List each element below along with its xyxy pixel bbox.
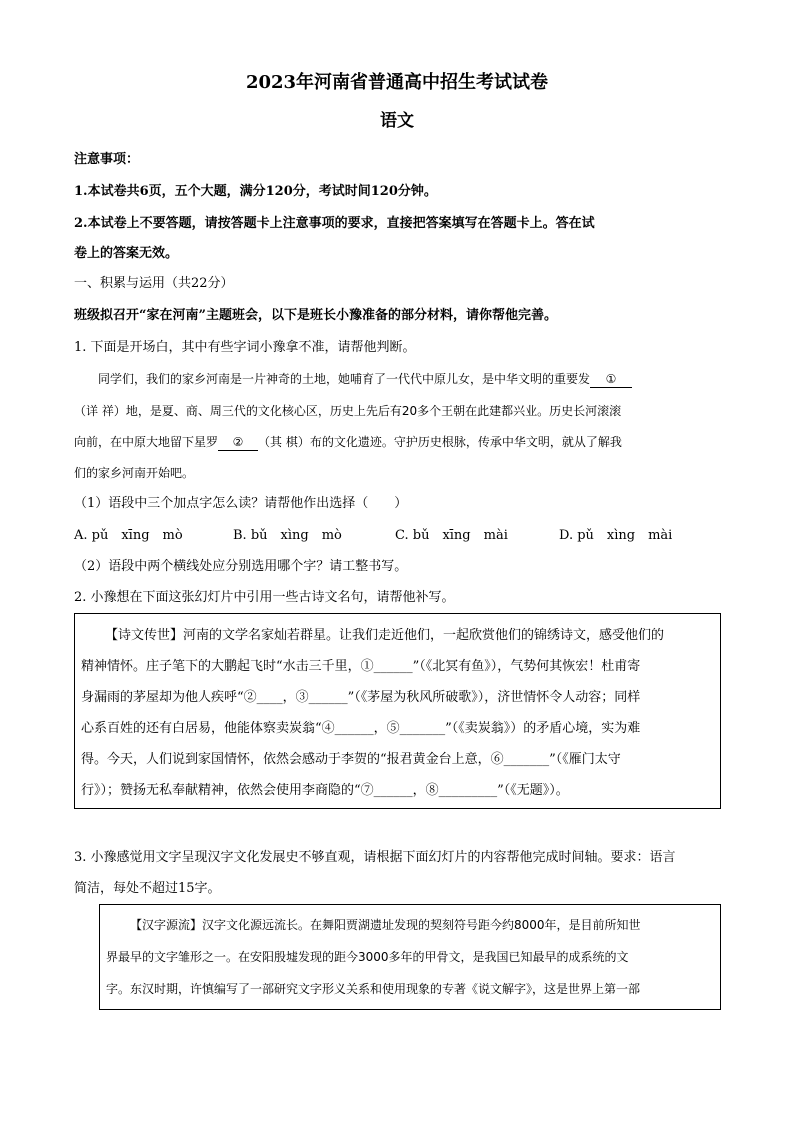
blank-2: ② (218, 434, 258, 451)
q1-passage-line-4: 们的家乡河南开始吧。 (74, 466, 195, 480)
q1-sub-question-1: （1）语段中三个加点字怎么读？请帮他作出选择（ ） (74, 496, 408, 511)
option-d: D. pǔ xìng mài (559, 528, 673, 543)
q1-sub-question-2: （2）语段中两个横线处应分别选用哪个字？请工整书写。 (74, 559, 408, 574)
option-b: B. bǔ xìng mò (233, 528, 342, 543)
q1-passage-text: 同学们，我们的家乡河南是一片神奇的土地，她哺育了一代代中原儿女，是中华文明的重要发 (98, 372, 591, 386)
hanzi-slide-line-3: 字。东汉时期，许慎编写了一部研究文字形义关系和使用现象的专著《说文解字》，这是世界上第一部 (106, 982, 641, 996)
q1-passage-text: （其 棋）布的文化遗迹。守护历史根脉，传承中华文明，就从了解我 (258, 435, 622, 449)
hanzi-slide-line-2: 界最早的文字雏形之一。在安阳殷墟发现的距今3000多年的甲骨文，是我国已知最早的成系统的文 (106, 950, 629, 964)
blank-1: ① (590, 371, 632, 388)
poetry-slide-line-4: 心系百姓的还有白居易，他能体察卖炭翁“④______，⑤_______”（《卖炭翁》）的矛盾心境，实为难 (81, 721, 641, 736)
notice-heading: 注意事项： (74, 152, 140, 167)
q1-passage-text: 向前，在中原大地留下星罗 (74, 435, 219, 449)
subject-title: 语文 (380, 111, 414, 131)
q3-stem-line-2: 简洁，每处不超过15字。 (74, 881, 221, 896)
section-1-heading: 一、积累与运用（共22分） (74, 276, 234, 291)
poetry-slide-line-6: 行》）；赞扬无私奉献精神，依然会使用李商隐的“⑦______，⑧_________”（《无题》）。 (81, 783, 569, 798)
notice-item-2-line-1: 2.本试卷上不要答题，请按答题卡上注意事项的要求，直接把答案填写在答题卡上。答在试 (74, 216, 595, 231)
option-c: C. bǔ xīng mài (395, 528, 508, 543)
hanzi-slide-box (99, 904, 721, 1010)
q1-passage-line-2: （详 祥）地，是夏、商、周三代的文化核心区，历史上先后有20多个王朝在此建都兴业。历史长河滚滚 (74, 404, 622, 418)
notice-item-2-line-2: 卷上的答案无效。 (74, 246, 179, 261)
poetry-slide-line-5: 得。今天，人们说到家国情怀，依然会感动于李贺的“报君黄金台上意，⑥_______”（《雁门太守 (81, 752, 621, 767)
q2-stem: 2. 小豫想在下面这张幻灯片中引用一些古诗文名句，请帮他补写。 (74, 590, 455, 605)
option-a: A. pǔ xīng mò (74, 528, 183, 543)
exam-title: 2023年河南省普通高中招生考试试卷 (245, 72, 549, 93)
q1-passage-line-1 (98, 371, 632, 388)
hanzi-slide-line-1: 【汉字源流】汉字文化源远流长。在舞阳贾湖遗址发现的契刻符号距今约8000年，是目前所知世 (130, 918, 641, 932)
poetry-slide-box (74, 613, 721, 809)
poetry-slide-line-3: 身漏雨的茅屋却为他人疾呼“②____，③______”（《茅屋为秋风所破歌》），济世情怀令人动容；同样 (81, 690, 641, 705)
notice-item-1: 1.本试卷共6页，五个大题，满分120分，考试时间120分钟。 (74, 184, 437, 199)
poetry-slide-line-2: 精神情怀。庄子笔下的大鹏起飞时“水击三千里，①______”（《北冥有鱼》），气势何其恢宏！杜甫寄 (81, 659, 641, 674)
poetry-slide-line-1: 【诗文传世】河南的文学名家灿若群星。让我们走近他们，一起欣赏他们的锦绣诗文，感受他们的 (105, 628, 665, 643)
q3-stem-line-1: 3. 小豫感觉用文字呈现汉字文化发展史不够直观，请根据下面幻灯片的内容帮他完成时间轴。要求：语言 (74, 850, 676, 865)
q1-passage-line-3 (74, 434, 622, 451)
section-1-intro: 班级拟召开“家在河南”主题班会，以下是班长小豫准备的部分材料，请你帮他完善。 (74, 308, 557, 323)
q1-stem: 1. 下面是开场白，其中有些字词小豫拿不准，请帮他判断。 (74, 340, 416, 355)
